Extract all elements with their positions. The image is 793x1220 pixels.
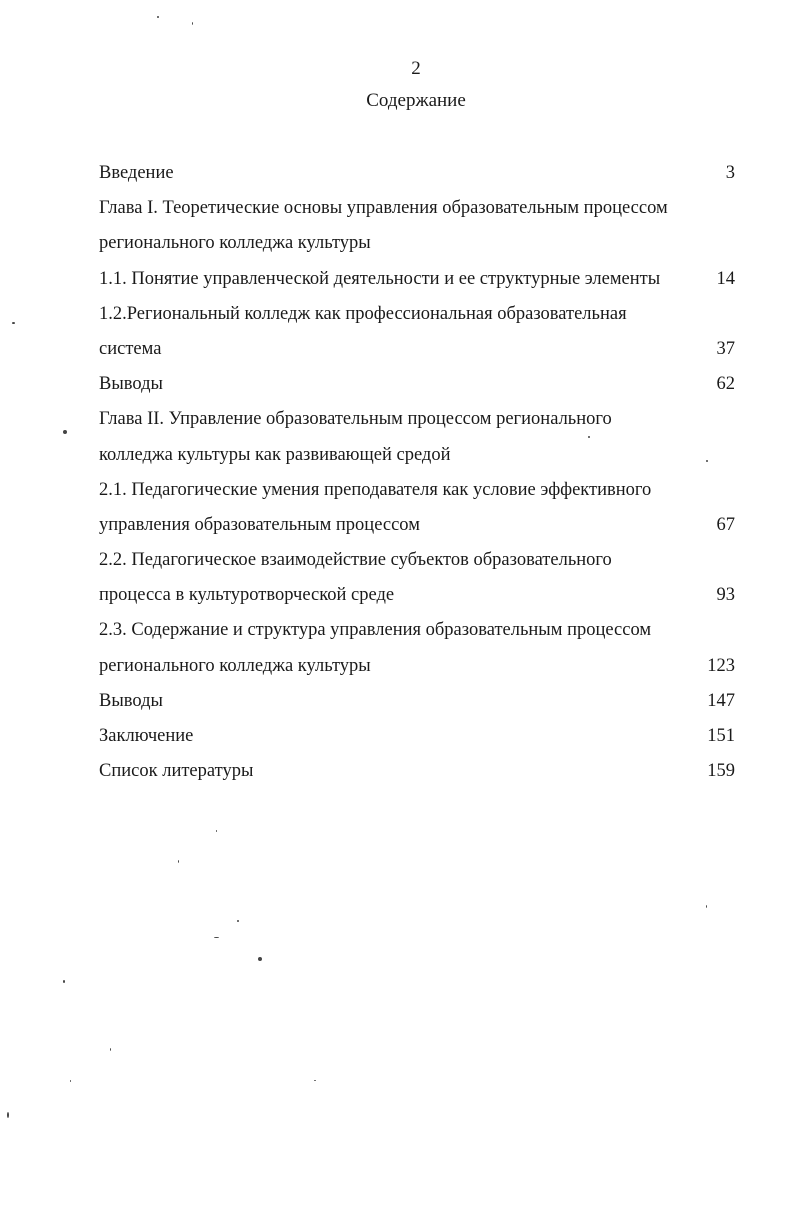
scan-speck: [258, 957, 262, 961]
toc-entry: [99, 475, 735, 510]
toc-entry: [99, 264, 735, 299]
scan-speck: [157, 16, 159, 18]
toc-entry-text: 2.2. Педагогическое взаимодействие субъектов образовательного: [99, 550, 612, 571]
toc-entry-page: 151: [707, 726, 735, 746]
toc-entry: [99, 158, 735, 193]
toc-entry-page: 37: [716, 338, 735, 359]
scan-speck: [63, 980, 65, 983]
toc-entry-text: Введение: [99, 163, 174, 183]
toc-entry-text: 1.2.Региональный колледж как профессиональная образовательная: [99, 303, 627, 324]
toc-entry-text: регионального колледжа культуры: [99, 233, 371, 254]
scan-speck: [314, 1080, 316, 1081]
toc-entry: [99, 721, 735, 756]
toc-entry: [99, 299, 735, 334]
toc-entry-text: 2.1. Педагогические умения преподавателя как условие эффективного: [99, 479, 652, 500]
toc-entry: [99, 686, 735, 721]
scan-speck: [706, 905, 707, 908]
toc-entry: [99, 756, 735, 791]
toc-entry-page: 147: [707, 690, 735, 711]
toc-entry: [99, 404, 735, 439]
toc-entry: [99, 510, 735, 545]
toc-entry-text: Выводы: [99, 690, 163, 711]
page-title: Содержание: [366, 90, 466, 111]
toc-entry: [99, 545, 735, 580]
toc-entry-page: 123: [707, 655, 735, 676]
toc-entry: [99, 615, 735, 650]
toc-entry-text: 1.1. Понятие управленческой деятельности и ее структурные элементы: [99, 268, 661, 289]
scan-speck: [70, 1080, 71, 1082]
toc-entry-text: Глава I. Теоретические основы управления образовательным процессом: [99, 198, 668, 219]
toc-entry-page: 14: [716, 268, 735, 289]
toc-entry-page: 67: [716, 514, 735, 535]
scan-speck: [63, 430, 67, 434]
toc-entry-text: система: [99, 338, 162, 359]
toc-entry-text: колледжа культуры как развивающей средой: [99, 444, 451, 465]
scan-speck: [7, 1112, 9, 1118]
toc-entry-text: регионального колледжа культуры: [99, 655, 371, 676]
scan-speck: [214, 937, 219, 938]
toc-entry-page: 3: [725, 163, 735, 183]
toc-entry-page: 159: [707, 761, 735, 782]
scan-speck: [12, 322, 15, 324]
toc-entry-text: Глава II. Управление образовательным процессом регионального: [99, 409, 612, 430]
toc-entry: [99, 580, 735, 615]
toc-entry: [99, 228, 735, 263]
toc-entry-text: Список литературы: [99, 761, 254, 782]
scan-speck: [237, 920, 239, 922]
toc-entry: [99, 193, 735, 228]
toc-entry: [99, 334, 735, 369]
scan-speck: [178, 860, 179, 863]
toc-entry-text: 2.3. Содержание и структура управления образовательным процессом: [99, 620, 652, 641]
scan-speck: [110, 1048, 111, 1051]
toc-entry: [99, 651, 735, 686]
scan-speck: [216, 830, 217, 832]
scan-speck: [588, 436, 590, 438]
table-of-contents: [99, 158, 735, 791]
page-number: 2: [411, 58, 421, 79]
toc-entry-text: управления образовательным процессом: [99, 514, 420, 535]
toc-entry-page: 93: [716, 585, 735, 606]
toc-entry-text: процесса в культуротворческой среде: [99, 585, 395, 606]
toc-entry-text: Заключение: [99, 726, 194, 746]
scan-speck: [706, 460, 708, 462]
scan-speck: [192, 22, 193, 25]
toc-entry: [99, 440, 735, 475]
toc-entry-page: 62: [716, 374, 735, 395]
toc-entry: [99, 369, 735, 404]
toc-entry-text: Выводы: [99, 374, 163, 395]
